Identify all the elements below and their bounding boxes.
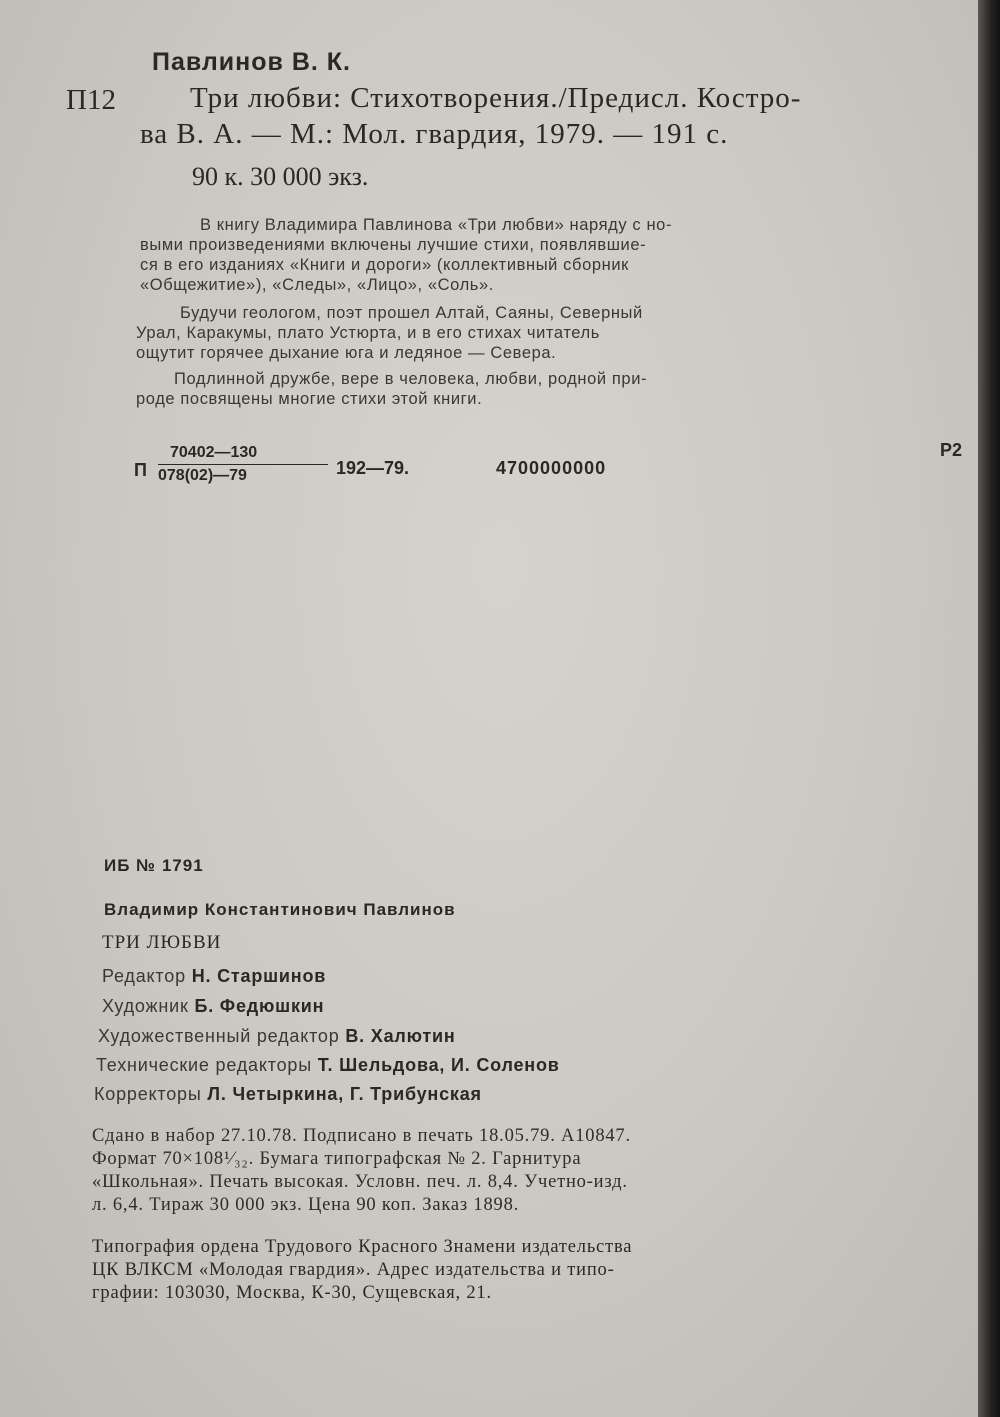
- book-spine-edge: [978, 0, 1000, 1417]
- fraction-bar: [158, 464, 328, 465]
- publishing-info-line: «Школьная». Печать высокая. Условн. печ. л. 8,4. Учетно-изд.: [92, 1172, 628, 1192]
- publishing-info-line: Формат 70×108¹⁄₃₂. Бумага типографская № 2. Гарнитура: [92, 1149, 582, 1169]
- bbk-code: Р2: [940, 440, 963, 460]
- bibliographic-line-2: ва В. А. — М.: Мол. гвардия, 1979. — 191 с.: [140, 118, 729, 150]
- printer-info-line: ЦК ВЛКСМ «Молодая гвардия». Адрес издательства и типо-: [92, 1260, 615, 1280]
- credit-name: Т. Шельдова, И. Соленов: [317, 1055, 560, 1075]
- credit-name: Б. Федюшкин: [194, 996, 325, 1016]
- annotation-line: Урал, Каракумы, плато Устюрта, и в его стихах читатель: [136, 324, 600, 342]
- credit-line: [96, 1055, 560, 1076]
- author-full-name: Владимир Константинович Павлинов: [104, 900, 456, 919]
- annotation-line: Подлинной дружбе, вере в человека, любви, родной при-: [174, 370, 648, 388]
- credit-role: Технические редакторы: [96, 1055, 312, 1075]
- credit-line: [102, 966, 326, 987]
- annotation-line: В книгу Владимира Павлинова «Три любви» наряду с но-: [200, 216, 673, 234]
- index-number: 4700000000: [496, 458, 607, 478]
- publishing-info-line: Сдано в набор 27.10.78. Подписано в печать 18.05.79. А10847.: [92, 1126, 631, 1146]
- index-middle: 192—79.: [336, 458, 410, 478]
- credit-line: [94, 1084, 482, 1105]
- credit-name: В. Халютин: [345, 1026, 456, 1046]
- author-heading: Павлинов В. К.: [152, 48, 351, 76]
- credit-role: Художественный редактор: [98, 1026, 340, 1046]
- index-fraction: [158, 444, 328, 485]
- credit-name: Л. Четыркина, Г. Трибунская: [207, 1084, 482, 1104]
- index-prefix: П: [134, 460, 147, 480]
- annotation-line: ощутит горячее дыхание юга и ледяное — Севера.: [136, 344, 557, 362]
- printer-info-line: графии: 103030, Москва, К-30, Сущевская, 21.: [92, 1283, 492, 1303]
- credit-line: [102, 996, 324, 1017]
- annotation-line: выми произведениями включены лучшие стихи, появлявшие-: [140, 236, 647, 254]
- index-denominator: 078(02)—79: [158, 467, 247, 484]
- catalog-code: П12: [66, 84, 116, 116]
- credit-line: [98, 1026, 456, 1047]
- index-numerator: 70402—130: [170, 444, 258, 461]
- annotation-line: ся в его изданиях «Книги и дороги» (коллективный сборник: [140, 256, 629, 274]
- bibliographic-line-1: Три любви: Стихотворения./Предисл. Кострo-: [190, 82, 802, 114]
- printer-info-line: Типография ордена Трудового Красного Знамени издательства: [92, 1237, 633, 1257]
- ib-number: ИБ № 1791: [104, 856, 204, 875]
- credit-name: Н. Старшинов: [191, 966, 327, 986]
- credit-role: Корректоры: [94, 1084, 202, 1104]
- annotation-line: Будучи геологом, поэт прошел Алтай, Саяны, Северный: [180, 304, 643, 322]
- publishing-info-line: л. 6,4. Тираж 30 000 экз. Цена 90 коп. Заказ 1898.: [92, 1195, 520, 1215]
- credit-role: Художник: [102, 996, 189, 1016]
- annotation-line: «Общежитие»), «Следы», «Лицо», «Соль».: [140, 276, 494, 294]
- price-print-run: 90 к. 30 000 экз.: [192, 162, 369, 191]
- credit-role: Редактор: [102, 966, 186, 986]
- book-title: ТРИ ЛЮБВИ: [102, 932, 222, 953]
- annotation-line: роде посвящены многие стихи этой книги.: [136, 390, 483, 408]
